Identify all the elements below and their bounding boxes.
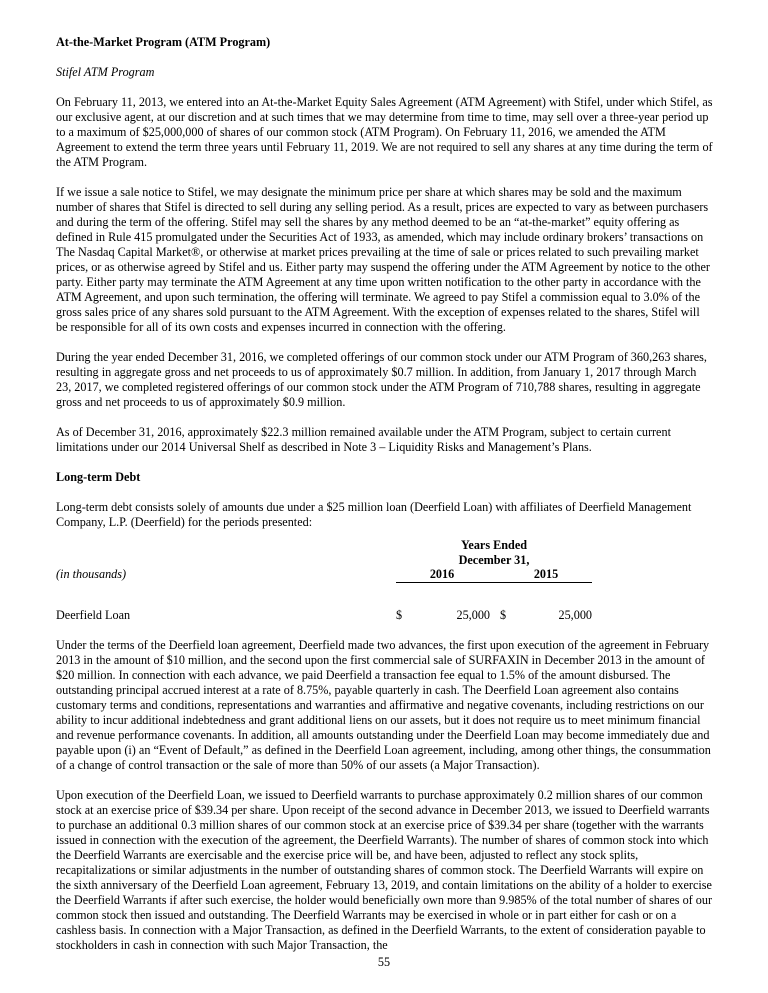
atm-paragraph-3: During the year ended December 31, 2016, we completed offerings of our common stock under our ATM Program of 360,263 shares, resulting in aggregate gross and net proceeds to us of approximately $0.7 million. In addition, from January 1, 2017 through March 23, 2017, we completed registered offerings of our common stock under the ATM Program of 710,788 shares, resulting in aggregate gross and net proceeds to us of approximately $0.9 million. [56, 350, 707, 409]
page-number: 55 [377, 955, 391, 969]
deerfield-loan-table [56, 538, 714, 596]
table-units-label: (in thousands) [56, 567, 127, 581]
table-currency-2015: $ [500, 608, 507, 622]
table-value-2016: 25,000 [456, 608, 490, 622]
debt-paragraph-2: Upon execution of the Deerfield Loan, we issued to Deerfield warrants to purchase approximately 0.2 million shares of our common stock at an exercise price of $39.34 per share. Upon receipt of the second advance in December 2013, we issued to Deerfield warrants to purchase an additional 0.3 million shares of our common stock at an exercise price of $39.34 per share (together with the warrants issued in connection with the execution of the agreement, the Deerfield Warrants). The number of shares of common stock into which the Deerfield Warrants are exercisable and the exercise price will be, and have been, adjusted to reflect any stock splits, recapitalizations or similar adjustments in the number of outstanding shares of common stock. The Deerfield Warrants will expire on the sixth anniversary of the Deerfield Loan agreement, February 13, 2019, and contain limitations on the ability of a holder to exercise the Deerfield Warrants if after such exercise, the holder would beneficially own more than 9.985% of the total number of shares of our common stock then issued and outstanding. The Deerfield Warrants may be exercised in whole or in part either for cash or on a cashless basis. In connection with a Major Transaction, as defined in the Deerfield Warrants, to the extent of consideration payable to stockholders in cash in connection with such Major Transaction, the [56, 788, 713, 952]
deerfield-loan-row [56, 608, 714, 626]
table-col-2016: 2016 [429, 567, 455, 581]
table-currency-2016: $ [396, 608, 403, 622]
debt-heading: Long-term Debt [56, 470, 141, 484]
atm-paragraph-1: On February 11, 2013, we entered into an At-the-Market Equity Sales Agreement (ATM Agreement) with Stifel, under which Stifel, as our exclusive agent, at our discretion and at such times that we may determine from time to time, may sell over a three-year period up to a maximum of $25,000,000 of shares of our common stock (ATM Program). On February 11, 2016, we amended the ATM Agreement to extend the term three years until February 11, 2019. We are not required to sell any shares at any time during the term of the ATM Program. [56, 95, 713, 169]
atm-paragraph-2: If we issue a sale notice to Stifel, we may designate the minimum price per share at which shares may be sold and the maximum number of shares that Stifel is directed to sell during any selling period. As a result, prices are expected to vary as between purchasers and during the term of the offering. Stifel may sell the shares by any method deemed to be an “at-the-market” equity offering as defined in Rule 415 promulgated under the Securities Act of 1933, as amended, which may include ordinary brokers’ transactions on The Nasdaq Capital Market®, or otherwise at market prices prevailing at the time of sale or prices related to such prevailing market prices, or as otherwise agreed by Stifel and us. Either party may suspend the offering under the ATM Agreement by notice to the other party. Either party may terminate the ATM Agreement at any time upon written notification to the other party in accordance with the ATM Agreement, and upon such termination, the offering will terminate. We agreed to pay Stifel a commission equal to 3.0% of the gross sales price of any shares sold pursuant to the ATM Agreement. With the exception of expenses related to the shares, Stifel will be responsible for all of its own costs and expenses incurred in connection with the offering. [56, 185, 710, 334]
debt-intro: Long-term debt consists solely of amounts due under a $25 million loan (Deerfield Loan) with affiliates of Deerfield Management Company, L.P. (Deerfield) for the periods presented: [56, 500, 692, 529]
table-header-years-ended: Years Ended [460, 538, 528, 552]
table-value-2015: 25,000 [558, 608, 592, 622]
table-col-2015: 2015 [533, 567, 559, 581]
table-header-rule [396, 582, 592, 583]
table-row-label: Deerfield Loan [56, 608, 131, 622]
document-page [56, 35, 714, 968]
atm-paragraph-4: As of December 31, 2016, approximately $22.3 million remained available under the ATM Program, subject to certain current limitations under our 2014 Universal Shelf as described in Note 3 – Liquidity Risks and Management’s Plans. [56, 425, 671, 454]
table-header-december: December 31, [458, 553, 530, 567]
atm-subheading: Stifel ATM Program [56, 65, 155, 79]
atm-heading: At-the-Market Program (ATM Program) [56, 35, 271, 49]
debt-paragraph-1: Under the terms of the Deerfield loan agreement, Deerfield made two advances, the first upon execution of the agreement in February 2013 in the amount of $10 million, and the second upon the first commercial sale of SURFAXIN in December 2013 in the amount of $20 million. In connection with each advance, we paid Deerfield a transaction fee equal to 1.5% of the amount disbursed. The outstanding principal accrued interest at a rate of 8.75%, payable quarterly in cash. The Deerfield Loan agreement also contains customary terms and conditions, representations and warranties and affirmative and negative covenants, including restrictions on our ability to incur additional indebtedness and grant additional liens on our assets, but it does not require us to meet minimum financial and revenue performance covenants. In addition, all amounts outstanding under the Deerfield Loan may become immediately due and payable upon (i) an “Event of Default,” as defined in the Deerfield Loan agreement, including, among other things, the consummation of a change of control transaction or the sale of more than 50% of our assets (a Major Transaction). [56, 638, 711, 772]
